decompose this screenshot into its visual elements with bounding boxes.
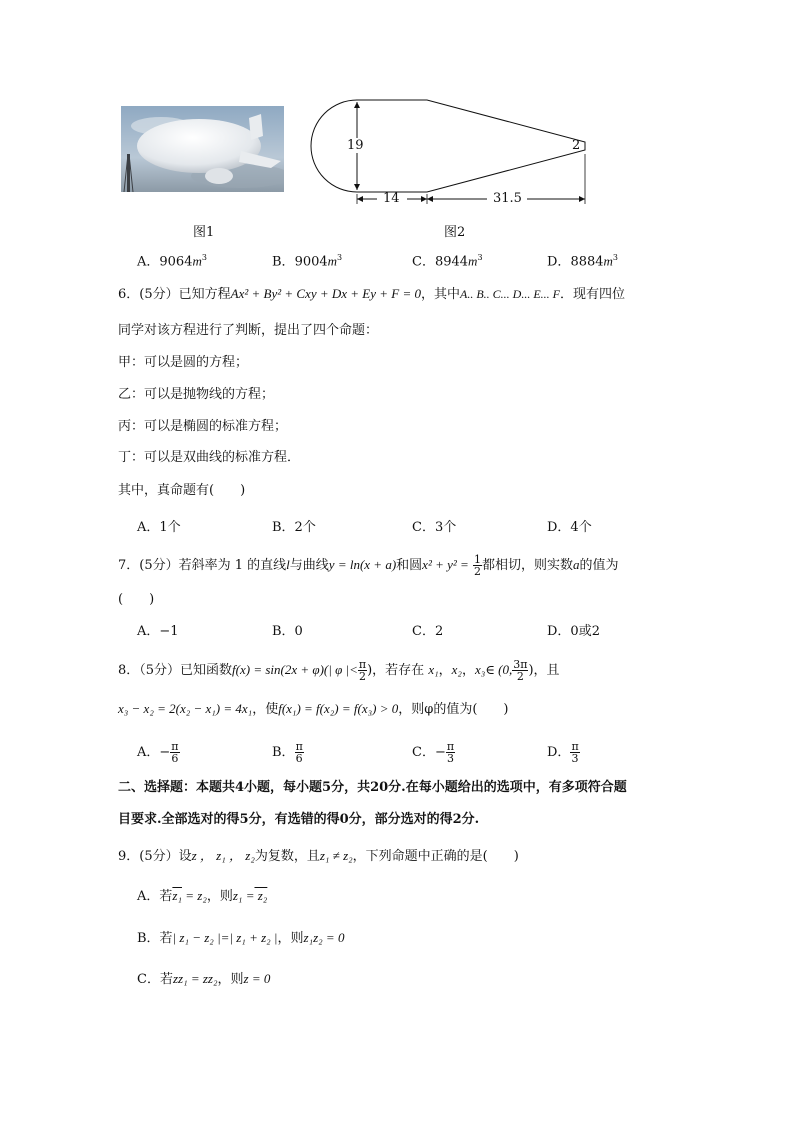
q5-option-d[interactable]: D．$8884m^3$ [547,253,619,270]
q7-option-d[interactable]: D．0或2 [547,624,600,639]
q6-proposition-1: 甲：可以是圆的方程； [118,355,249,370]
q5-option-a[interactable]: A．$9064m^3$ [137,253,207,270]
airship-cross-section-diagram [305,92,600,210]
q8-stem-line-1: 8．（5分）已知函数f(x) = sin(2x + φ)(| φ |< $\frac{\pi}{2}$ )，若存在 x₁，x₂，x₃∈ (0, $\frac{3\pi}{2}$ )，且 [118,658,560,683]
q7-stem: 7．(5分）若斜率为 1 的直线l与曲线y = ln(x + a)和圆x² + y² = $\frac{1}{2}$ 都相切，则实数a的值为 [118,553,619,578]
q5-option-b[interactable]: B．$9004m^3$ [272,253,343,270]
tip-width-label: 2 [572,138,581,153]
q6-option-c[interactable]: C．3个 [412,520,457,535]
q8-option-c[interactable]: C．− $\frac{\pi}{3}$ [412,740,455,765]
q9-option-a[interactable]: A．若z₁ = z₂，则z₁ = z₂ [137,888,268,904]
q8-option-d[interactable]: D． $\frac{\pi}{3}$ [547,740,579,765]
q7-option-a[interactable]: A．−1 [137,624,179,639]
q6-proposition-4: 丁：可以是双曲线的标准方程． [118,450,301,465]
q8-option-b[interactable]: B． $\frac{\pi}{6}$ [272,740,303,765]
q6-option-a[interactable]: A．1个 [137,520,181,535]
q9-option-c[interactable]: C．若zz₁ = zz₂，则z = 0 [137,971,271,987]
q6-proposition-3: 丙：可以是椭圆的标准方程； [118,419,288,434]
q8-option-a[interactable]: A．− $\frac{\pi}{6}$ [137,740,179,765]
q6-option-d[interactable]: D．4个 [547,520,592,535]
q6-question: 其中，真命题有( ) [118,483,246,498]
figure-2-caption: 图2 [444,225,466,240]
airship-photo-drawing [121,106,284,192]
height-label: 19 [347,138,364,153]
q6-option-b[interactable]: B．2个 [272,520,316,535]
q8-stem-line-2: x₃ − x₂ = 2(x₂ − x₁) = 4x₁，使f(x₁) = f(x₂) = f(x₃) > 0，则φ的值为( ) [118,701,509,717]
q9-stem: 9．(5分）设z ， z₁ ， z₂为复数，且z₁ ≠ z₂，下列命题中正确的是( ) [118,848,519,864]
length-a-label: 14 [383,191,400,206]
length-b-label: 31.5 [493,191,522,206]
q6-stem-line-2: 同学对该方程进行了判断，提出了四个命题： [118,323,379,338]
q7-fraction: $\frac{1}{2}$ [473,553,481,578]
q6-proposition-2: 乙：可以是抛物线的方程； [118,387,275,402]
q9-option-b[interactable]: B．若| z₁ − z₂ |=| z₁ + z₂ |，则z₁z₂ = 0 [137,930,345,946]
q7-option-b[interactable]: B．0 [272,624,303,639]
figure-1-caption: 图1 [193,225,215,240]
q5-option-c[interactable]: C．$8944m^3$ [412,253,483,270]
airship-photo [121,106,284,192]
section-2-heading-line-2: 目要求.全部选对的得5分，有选错的得0分，部分选对的得2分. [118,812,480,827]
q7-paren: ( ) [118,592,155,607]
section-2-heading-line-1: 二、选择题：本题共4小题，每小题5分，共20分.在每小题给出的选项中，有多项符合题 [118,780,627,795]
q6-stem-line-1: 6．(5分）已知方程Ax² + By² + Cxy + Dx + Ey + F = 0，其中A.. B.. C... D... E... F．现有四位 [118,286,626,302]
q7-option-c[interactable]: C．2 [412,624,444,639]
